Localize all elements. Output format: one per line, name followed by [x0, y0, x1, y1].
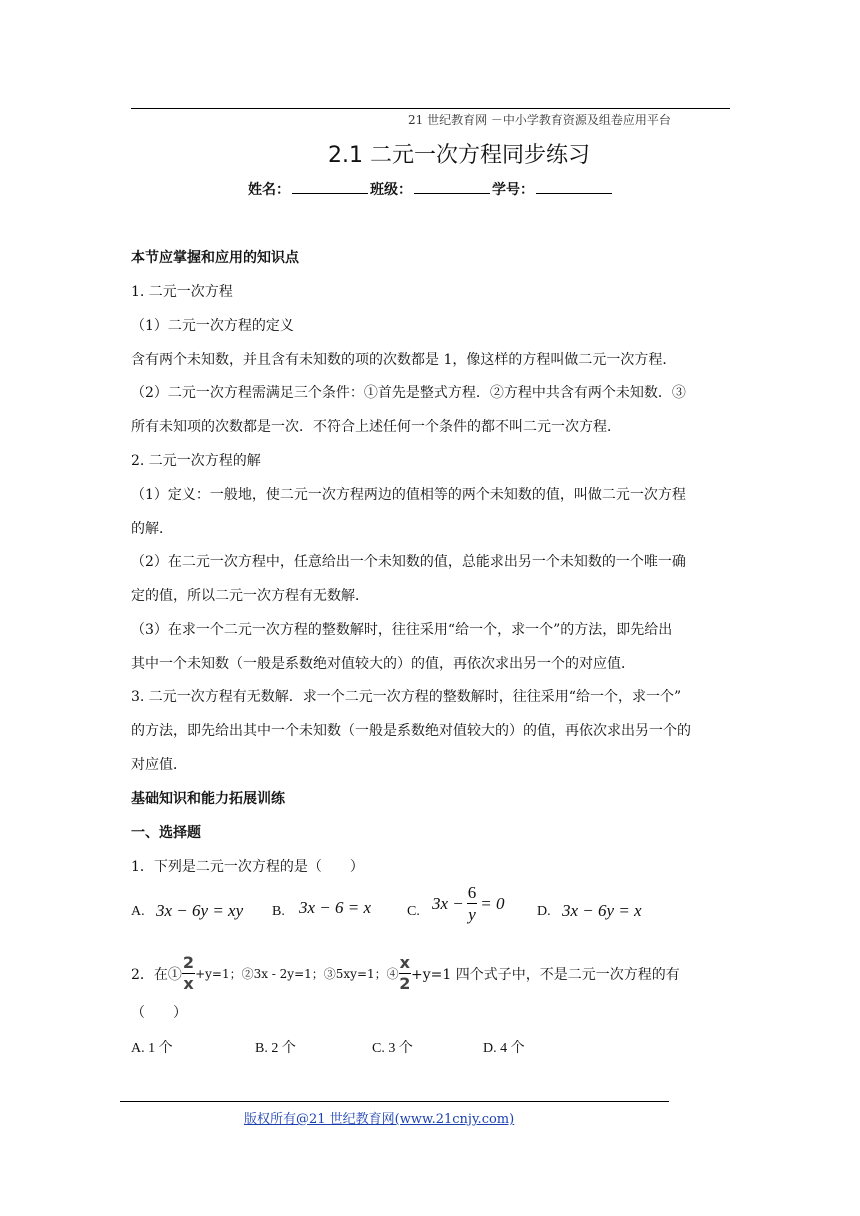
knowledge-p4a: （2）二元一次方程需满足三个条件：①首先是整式方程．②方程中共含有两个未知数．③ — [131, 385, 686, 401]
knowledge-p2: （1）二元一次方程的定义 — [131, 318, 294, 334]
knowledge-p5: 2. 二元一次方程的解 — [131, 453, 261, 469]
q1-option-c-expr — [432, 884, 505, 923]
q2-f1-numerator: 2 — [182, 953, 195, 972]
q1-c-denominator: y — [468, 905, 476, 924]
q2-stem-post: +y=1 四个式子中，不是二元一次方程的有 — [410, 966, 680, 983]
knowledge-p8b: 其中一个未知数（一般是系数绝对值较大的）的值，再依次求出另一个的对应值． — [131, 656, 635, 672]
page-title: 2.1 二元一次方程同步练习 — [328, 143, 590, 168]
knowledge-heading: 本节应掌握和应用的知识点 — [131, 250, 299, 266]
q2-f1-denominator: x — [183, 974, 194, 993]
q2-option-d: D. 4 个 — [483, 1041, 525, 1056]
knowledge-p8a: （3）在求一个二元一次方程的整数解时，往往采用“给一个，求一个”的方法，即先给出 — [131, 622, 673, 638]
q2-option-a: A. 1 个 — [131, 1041, 173, 1056]
q2-f2-denominator: 2 — [399, 974, 411, 993]
section-heading: 一、选择题 — [131, 825, 201, 841]
q1-option-b-label: B. — [272, 904, 285, 919]
q1-option-d-label: D. — [537, 904, 551, 919]
id-blank[interactable] — [536, 179, 612, 194]
footer-rule — [120, 1101, 669, 1102]
knowledge-p9b: 的方法，即先给出其中一个未知数（一般是系数绝对值较大的）的值，再依次求出另一个的 — [131, 723, 691, 739]
q2-stem-pre: 2．在① — [131, 966, 182, 983]
knowledge-p1: 1. 二元一次方程 — [131, 284, 233, 300]
header-rule — [131, 108, 730, 109]
name-label: 姓名： — [248, 182, 290, 198]
q2-paren: （ ） — [131, 1005, 187, 1021]
q2-stem — [131, 955, 680, 992]
training-heading: 基础知识和能力拓展训练 — [131, 791, 285, 807]
q1-c-numerator: 6 — [467, 883, 477, 902]
knowledge-p7a: （2）在二元一次方程中，任意给出一个未知数的值，总能求出另一个未知数的一个唯一确 — [131, 554, 686, 570]
class-blank[interactable] — [414, 179, 490, 194]
q1-stem: 1．下列是二元一次方程的是（ ） — [131, 859, 364, 875]
q1-c-fraction — [467, 884, 478, 923]
q2-stem-mid: +y=1；②3x - 2y=1；③5xy=1；④ — [195, 967, 399, 981]
footer-copyright-link[interactable]: 版权所有@21 世纪教育网(www.21cnjy.com) — [244, 1112, 515, 1127]
q1-c-post: = 0 — [480, 893, 505, 913]
q1-option-c-label: C. — [407, 904, 420, 919]
knowledge-p6b: 的解． — [131, 521, 173, 537]
q1-option-a-expr: 3x − 6y = xy — [156, 901, 244, 920]
name-blank[interactable] — [292, 179, 368, 194]
knowledge-p3: 含有两个未知数，并且含有未知数的项的次数都是 1，像这样的方程叫做二元一次方程． — [131, 352, 677, 368]
knowledge-p6a: （1）定义：一般地，使二元一次方程两边的值相等的两个未知数的值，叫做二元一次方程 — [131, 487, 686, 503]
header-site-text: 21 世纪教育网 －中小学教育资源及组卷应用平台 — [408, 113, 671, 127]
q1-option-d-expr: 3x − 6y = x — [562, 901, 642, 920]
knowledge-p9c: 对应值． — [131, 757, 187, 773]
q2-option-c: C. 3 个 — [372, 1041, 413, 1056]
knowledge-p9a: 3. 二元一次方程有无数解．求一个二元一次方程的整数解时，往往采用“给一个，求一个” — [131, 689, 682, 705]
q1-option-b-expr: 3x − 6 = x — [299, 898, 372, 917]
class-label: 班级： — [370, 182, 412, 198]
q1-option-a-label: A. — [131, 904, 145, 919]
knowledge-p7b: 定的值，所以二元一次方程有无数解． — [131, 588, 369, 604]
q2-fraction-1 — [182, 955, 195, 992]
knowledge-p4b: 所有未知项的次数都是一次．不符合上述任何一个条件的都不叫二元一次方程． — [131, 419, 621, 435]
id-label: 学号： — [492, 182, 534, 198]
q2-f2-numerator: x — [399, 953, 410, 972]
q1-c-pre: 3x − — [432, 893, 464, 913]
q2-fraction-2 — [399, 955, 411, 992]
student-info-row — [248, 179, 614, 199]
q2-option-b: B. 2 个 — [255, 1041, 296, 1056]
